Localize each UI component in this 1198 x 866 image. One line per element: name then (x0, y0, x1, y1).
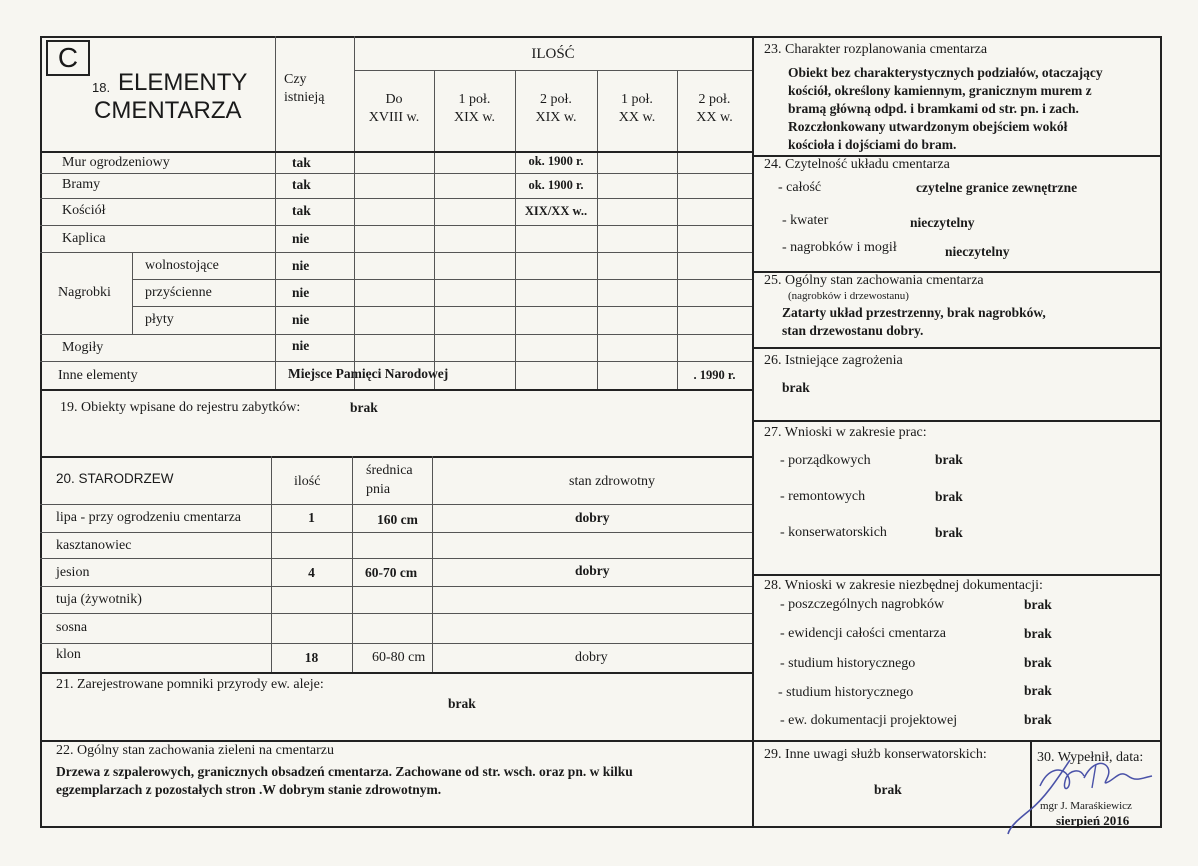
s30-label: 30. Wypełnił, data: (1037, 750, 1144, 765)
s18-row-line (132, 306, 752, 307)
s27-item-name: - remontowych (780, 489, 866, 504)
s27-item-value: brak (935, 489, 963, 504)
s18-col-1-l1: Do (385, 92, 403, 107)
s30-name: mgr J. Maraśkiewicz (1040, 800, 1132, 812)
s20-h-srednica-1: średnica (366, 463, 413, 478)
s24-calosc: - całość (778, 180, 822, 195)
s30-date: sierpień 2016 (1056, 813, 1130, 828)
s18-header-bottom (40, 151, 754, 153)
s20-title: 20. STARODRZEW (56, 471, 174, 486)
s28-item-value: brak (1024, 655, 1052, 670)
s20-row-line (40, 532, 752, 533)
row-inne-date: . 1990 r. (693, 368, 736, 382)
s18-number: 18. (92, 80, 111, 95)
s24-kwater-value: nieczytelny (910, 215, 975, 230)
s21-bottom (40, 740, 754, 742)
signature-drawing (1000, 748, 1160, 838)
s27-item-value: brak (935, 525, 963, 540)
s27-item-name: - porządkowych (780, 453, 871, 468)
row-przysc-label: przyścienne (145, 285, 212, 300)
row-bramy-exists: tak (292, 177, 311, 192)
tree-row-diameter: 60-70 cm (365, 565, 418, 580)
s22-line-1: Drzewa z szpalerowych, granicznych obsadzeń cmentarza. Zachowane od str. wsch. oraz pn. w kilku (56, 764, 633, 779)
s25-label: 25. Ogólny stan zachowania cmentarza (764, 273, 984, 288)
s18-title-1: ELEMENTY (118, 69, 248, 96)
s25-bottom (752, 347, 1162, 349)
frame-top (40, 36, 1162, 38)
frame-left (40, 36, 42, 828)
frame-bottom (40, 826, 1162, 828)
s26-label: 26. Istniejące zagrożenia (764, 353, 903, 368)
s18-title-2: CMENTARZA (94, 97, 242, 124)
tree-row-qty: 4 (308, 565, 315, 580)
tree-row-name: jesion (56, 565, 90, 580)
s19-label: 19. Obiekty wpisane do rejestru zabytków: (60, 400, 301, 415)
s28-item-name: - studium historycznego (780, 656, 916, 671)
row-mogily-label: Mogiły (62, 340, 104, 355)
s18-row-line (40, 361, 752, 362)
row-mur-date: ok. 1900 r. (528, 154, 584, 168)
row-nagrobki-label: Nagrobki (58, 285, 111, 300)
s20-vline (432, 456, 433, 674)
card-letter-box (46, 40, 90, 76)
tree-row-name: kasztanowiec (56, 538, 132, 553)
s19-value: brak (350, 400, 378, 415)
s18-row-line (40, 225, 752, 226)
s18-ilosc-header: ILOŚĆ (531, 46, 575, 62)
card-letter: C (57, 42, 79, 73)
s20-h-srednica-2: pnia (366, 482, 391, 497)
s18-row-line (40, 334, 752, 335)
s23-line-2: kościół, określony kamiennym, granicznym murem z (788, 83, 1092, 98)
row-wolno-label: wolnostojące (145, 258, 219, 273)
s27-item-value: brak (935, 452, 963, 467)
s23-line-1: Obiekt bez charakterystycznych podziałów, otaczający (788, 65, 1103, 80)
s23-line-3: bramą główną odpd. i bramkami od str. pn. i zach. (788, 101, 1079, 116)
s21-value: brak (448, 696, 476, 711)
s23-label: 23. Charakter rozplanowania cmentarza (764, 42, 988, 57)
s21-label: 21. Zarejestrowane pomniki przyrody ew. aleje: (56, 677, 324, 692)
s28-item-value: brak (1024, 597, 1052, 612)
row-kosciol-label: Kościół (62, 203, 106, 218)
s28-item-name: - poszczególnych nagrobków (780, 597, 945, 612)
s28-item-name: - ew. dokumentacji projektowej (780, 713, 958, 728)
row-plyty-exists: nie (292, 312, 310, 327)
s28-label: 28. Wnioski w zakresie niezbędnej dokumentacji: (764, 578, 1043, 593)
row-mur-exists: tak (292, 155, 311, 170)
row-przysc-exists: nie (292, 285, 310, 300)
s18-col-4-l2: XX w. (618, 110, 656, 125)
s28-item-value: brak (1024, 712, 1052, 727)
row-kaplica-exists: nie (292, 231, 310, 246)
row-inne-exists: Miejsce Pamięci Narodowej (288, 366, 449, 381)
s18-col-4-l1: 1 poł. (621, 92, 653, 107)
s24-calosc-value: czytelne granice zewnętrzne (916, 180, 1078, 195)
s18-hline (354, 70, 752, 71)
s28-item-name: - studium historycznego (778, 685, 914, 700)
s18-col-3-l2: XIX w. (535, 110, 577, 125)
s25-sub: (nagrobków i drzewostanu) (788, 290, 909, 302)
tree-row-name: tuja (żywotnik) (56, 592, 142, 607)
s18-col-2-l2: XIX w. (453, 110, 496, 125)
s20-row-line (40, 558, 752, 559)
s27-bottom (752, 574, 1162, 576)
s18-row-line (40, 198, 752, 199)
s22-label: 22. Ogólny stan zachowania zieleni na cmentarzu (56, 743, 334, 758)
s18-row-line (132, 279, 752, 280)
row-bramy-date: ok. 1900 r. (528, 178, 584, 192)
s29-label: 29. Inne uwagi służb konserwatorskich: (764, 747, 987, 762)
tree-row-qty: 1 (308, 510, 315, 525)
tree-row-diameter: 160 cm (377, 512, 418, 527)
s18-vline (275, 36, 276, 390)
s20-row-line (40, 643, 752, 644)
s20-vline (352, 456, 353, 674)
s20-bottom (40, 672, 754, 674)
s24-kwater: - kwater (782, 213, 829, 228)
tree-row-name: lipa - przy ogrodzeniu cmentarza (56, 510, 242, 525)
s18-col-5-l1: 2 poł. (698, 92, 731, 107)
s18-czy-2: istnieją (284, 90, 325, 105)
s18-col-1-l2: XVIII w. (368, 110, 420, 125)
tree-row-state: dobry (575, 650, 608, 665)
s18-row-line (40, 173, 752, 174)
row-wolno-exists: nie (292, 258, 310, 273)
s18-czy-1: Czy (284, 72, 307, 87)
row-kosciol-date: XIX/XX w.. (524, 204, 588, 218)
s18-bottom (40, 389, 754, 391)
s18-vline-nagrobki (132, 252, 133, 334)
s18-col-3-l1: 2 poł. (540, 92, 572, 107)
s26-value: brak (782, 380, 810, 395)
s20-row-line (40, 613, 752, 614)
s18-col-2-l1: 1 poł. (458, 92, 491, 107)
row-mogily-exists: nie (292, 338, 310, 353)
row-plyty-label: płyty (145, 312, 174, 327)
tree-row-qty: 18 (304, 650, 319, 665)
row-kosciol-exists: tak (292, 203, 311, 218)
s23-line-5: kościoła i dojściami do bram. (788, 137, 957, 152)
s20-row-line (40, 586, 752, 587)
s18-col-5-l2: XX w. (696, 110, 733, 125)
tree-row-state: dobry (575, 563, 610, 578)
s24-label: 24. Czytelność układu cmentarza (764, 157, 950, 172)
row-mur-label: Mur ogrodzeniowy (62, 155, 170, 170)
s22-line-2: egzemplarzach z pozostałych stron .W dobrym stanie zdrowotnym. (56, 782, 442, 797)
s23-line-4: Rozczłonkowany utwardzonym obejściem wokół (788, 119, 1068, 134)
s29-value: brak (874, 782, 902, 797)
s28-item-name: - ewidencji całości cmentarza (780, 626, 946, 641)
s28-item-value: brak (1024, 626, 1052, 641)
tree-row-state: dobry (575, 510, 610, 525)
s28-bottom (752, 740, 1162, 742)
s20-h-stan: stan zdrowotny (569, 474, 655, 489)
row-kaplica-label: Kaplica (62, 231, 106, 246)
s18-vline (354, 36, 355, 390)
s26-bottom (752, 420, 1162, 422)
s24-nagrobkow-value: nieczytelny (945, 244, 1010, 259)
s20-row-line (40, 504, 752, 505)
s25-line-2: stan drzewostanu dobry. (782, 323, 924, 338)
s18-row-line (40, 252, 752, 253)
row-bramy-label: Bramy (62, 177, 101, 192)
s27-item-name: - konserwatorskich (780, 525, 887, 540)
tree-row-name: sosna (56, 620, 88, 635)
row-inne-label: Inne elementy (58, 368, 138, 383)
s20-h-ilosc: ilość (294, 474, 321, 489)
tree-row-diameter: 60-80 cm (372, 650, 426, 665)
tree-row-name: klon (56, 647, 81, 662)
s19-bottom (40, 456, 754, 458)
s25-line-1: Zatarty układ przestrzenny, brak nagrobków, (782, 305, 1046, 320)
s24-nagrobkow: - nagrobków i mogił (782, 240, 897, 255)
s28-item-value: brak (1024, 683, 1052, 698)
s27-label: 27. Wnioski w zakresie prac: (764, 425, 927, 440)
